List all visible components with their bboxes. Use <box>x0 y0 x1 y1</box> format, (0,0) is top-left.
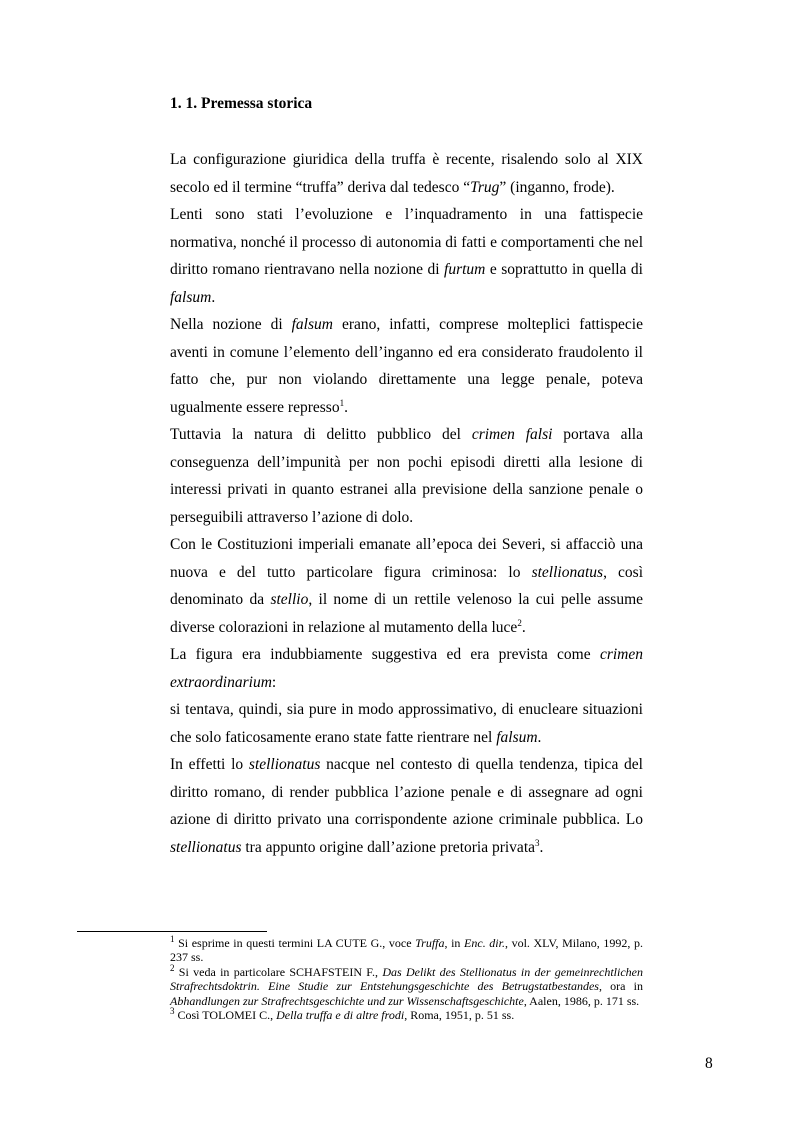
footnote-2: $^2$ Si veda in particolare SCHAFSTEIN F., Das Delikt des Stellionatus in der gemeinrechtlichen Strafrechtsdoktrin. Eine Studie zur Entstehungsgeschichte des Betrugstatbestandes, ora in Abhandlungen zur Strafrechtsgeschichte und zur Wissenschaftsgeschichte, Aalen, 1986, p. 171 ss. <box>170 962 643 1008</box>
footnote-ref: 2 <box>517 617 522 628</box>
paragraph: si tentava, quindi, sia pure in modo approssimativo, di enucleare situazioni che solo faticosamente erano state fatte rientrare nel falsum. <box>170 701 643 746</box>
paragraph: La figura era indubbiamente suggestiva ed era prevista come crimen extraordinarium: <box>170 646 643 691</box>
paragraph: Nella nozione di falsum erano, infatti, comprese molteplici fattispecie aventi in comune l’elemento dell’inganno ed era considerato fraudolento il fatto che, pur non violando direttamente una legge penale, poteva ugualmente essere represso$^1$. <box>170 316 643 416</box>
paragraph: In effetti lo stellionatus nacque nel contesto di quella tendenza, tipica del diritto romano, di render pubblica l’azione penale e di assegnare ad ogni azione di diritto privato una corrispondente azione criminale pubblica. Lo stellionatus tra appunto origine dall’azione pretoria privata$^3$. <box>170 756 643 856</box>
paragraph: Con le Costituzioni imperiali emanate all’epoca dei Severi, si affacciò una nuova e del tutto particolare figura criminosa: lo stellionatus, così denominato da stellio, il nome di un rettile velenoso la cui pelle assume diverse colorazioni in relazione al mutamento della luce$^2$. <box>170 536 643 636</box>
footnote-3: $^3$ Così TOLOMEI C., Della truffa e di altre frodi, Roma, 1951, p. 51 ss. <box>170 1006 515 1023</box>
paragraph: Lenti sono stati l’evoluzione e l’inquadramento in una fattispecie normativa, nonché il processo di autonomia di fatti e comportamenti che nel diritto romano rientravano nella nozione di furtum e soprattutto in quella di falsum. <box>170 206 643 306</box>
footnote-divider <box>77 931 267 932</box>
paragraph: Tuttavia la natura di delitto pubblico del crimen falsi portava alla conseguenza dell’impunità per non pochi episodi diretti alla lesione di interessi privati in quanto estranei alla previsione della sanzione penale o perseguibili attraverso l’azione di dolo. <box>170 426 643 526</box>
footnote-1: $^1$ Si esprime in questi termini LA CUTE G., voce Truffa, in Enc. dir., vol. XLV, Milano, 1992, p. 237 ss. <box>170 934 643 965</box>
page-number: 8 <box>705 1055 713 1072</box>
footnotes <box>170 936 643 1022</box>
footnote-ref: 3 <box>535 837 540 848</box>
paragraph: La configurazione giuridica della truffa è recente, risalendo solo al XIX secolo ed il termine “truffa” deriva dal tedesco “Trug” (inganno, frode). <box>170 151 643 196</box>
body-text <box>170 146 643 861</box>
footnote-ref: 1 <box>339 397 345 408</box>
section-heading: 1. 1. Premessa storica <box>170 95 313 112</box>
